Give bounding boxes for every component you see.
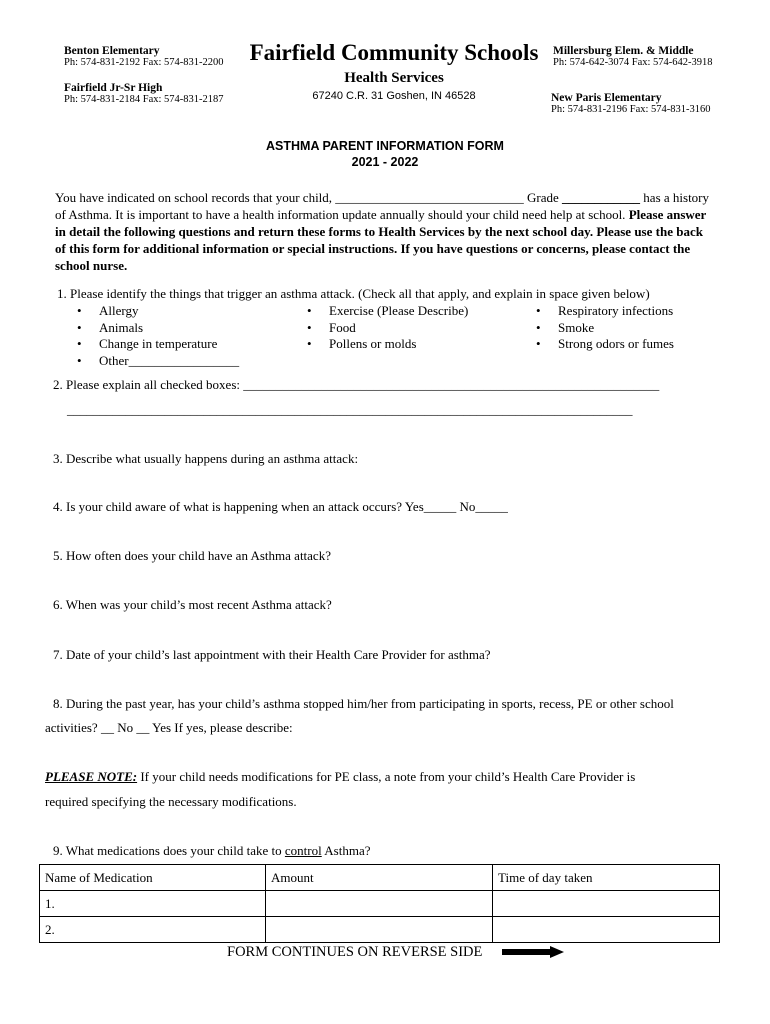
question-8-options[interactable]: activities? __ No __ Yes If yes, please describe: (45, 720, 293, 735)
trigger-option[interactable]: • Animals (77, 319, 144, 335)
note-label: PLEASE NOTE: (45, 769, 138, 784)
trigger-option[interactable]: • Pollens or molds (307, 336, 417, 351)
school-name: Millersburg Elem. & Middle (553, 45, 694, 57)
table-row (40, 891, 720, 917)
table-cell[interactable] (493, 917, 720, 943)
question-7: 7. Date of your child’s last appointment with their Health Care Provider for asthma? (53, 647, 491, 662)
question-2[interactable]: 2. Please explain all checked boxes: ________________________________________________________________ (53, 377, 660, 392)
note-text: If your child needs modifications for PE class, a note from your child’s Health Care Provider is (137, 769, 636, 784)
trigger-option[interactable]: • Allergy (77, 303, 139, 318)
intro-paragraph (55, 189, 715, 274)
school-phone: Ph: 574-831-2192 Fax: 574-831-2200 (64, 57, 224, 68)
question-4[interactable]: 4. Is your child aware of what is happening when an attack occurs? Yes_____ No_____ (53, 499, 508, 514)
question-9: 9. What medications does your child take to control Asthma? (53, 843, 371, 858)
trigger-option[interactable]: • Smoke (536, 319, 595, 335)
school-phone: Ph: 574-831-2196 Fax: 574-831-3160 (551, 104, 711, 115)
answer-line[interactable]: _______________________________________________________________________________________ (67, 402, 633, 417)
right-arrow-icon (502, 946, 564, 958)
question-8: 8. During the past year, has your child’s asthma stopped him/her from participating in sports, recess, PE or other school (53, 696, 674, 711)
table-header-row (40, 865, 720, 891)
department-title: Health Services (344, 70, 444, 86)
district-address: 67240 C.R. 31 Goshen, IN 46528 (312, 90, 476, 102)
trigger-list-col3 (536, 303, 674, 353)
table-row (40, 917, 720, 943)
pe-note-2: required specifying the necessary modifications. (45, 794, 297, 809)
trigger-option[interactable]: • Change in temperature (77, 336, 218, 351)
question-5: 5. How often does your child have an Asthma attack? (53, 548, 331, 563)
school-phone: Ph: 574-831-2184 Fax: 574-831-2187 (64, 94, 224, 105)
intro-instructions: Please answer in detail the following questions and return these forms to Health Services by the next school day. Please use the back of this form for additional information or special instructions. If you have questions or concerns, please contact the school nurse. (55, 207, 707, 273)
trigger-option[interactable]: • Food (307, 319, 356, 335)
trigger-option[interactable]: • Exercise (Please Describe) (307, 303, 469, 318)
school-name: New Paris Elementary (551, 92, 662, 104)
school-name: Benton Elementary (64, 45, 160, 57)
school-newparis (551, 92, 711, 115)
intro-text: You have indicated on school records that your child, _____________________________ Grade (55, 190, 563, 205)
column-header: Time of day taken (493, 865, 720, 891)
continues-notice: FORM CONTINUES ON REVERSE SIDE (227, 944, 483, 960)
column-header: Amount (266, 865, 493, 891)
form-year: 2021 - 2022 (351, 155, 419, 169)
column-header: Name of Medication (40, 865, 266, 891)
grade-blank[interactable]: ____________ (562, 190, 641, 205)
trigger-option[interactable]: • Strong odors or fumes (536, 336, 674, 351)
table-cell[interactable]: 1. (40, 891, 266, 917)
table-cell[interactable] (266, 891, 493, 917)
table-cell[interactable]: 2. (40, 917, 266, 943)
trigger-list-col2 (307, 303, 468, 353)
school-phone: Ph: 574-642-3074 Fax: 574-642-3918 (553, 57, 713, 68)
medication-table (39, 864, 720, 943)
question-3: 3. Describe what usually happens during an asthma attack: (53, 451, 359, 466)
district-title: Fairfield Community Schools (249, 40, 539, 65)
school-millersburg (553, 45, 713, 68)
question-1: 1. Please identify the things that trigger an asthma attack. (Check all that apply, and explain in space given below) (57, 286, 650, 301)
trigger-option[interactable]: • Respiratory infections (536, 303, 674, 318)
control-word: control (284, 843, 322, 858)
form-title: ASTHMA PARENT INFORMATION FORM (266, 139, 504, 153)
pe-note (45, 769, 635, 785)
table-cell[interactable] (493, 891, 720, 917)
trigger-option[interactable]: • Other_________________ (77, 352, 240, 368)
trigger-list-col1 (77, 303, 239, 369)
school-name: Fairfield Jr-Sr High (64, 82, 163, 94)
question-6: 6. When was your child’s most recent Asthma attack? (53, 597, 332, 612)
table-cell[interactable] (266, 917, 493, 943)
intro-text-2: has a history of Asthma. It is important to have a health information update annually should your child need help at school. (55, 190, 710, 222)
